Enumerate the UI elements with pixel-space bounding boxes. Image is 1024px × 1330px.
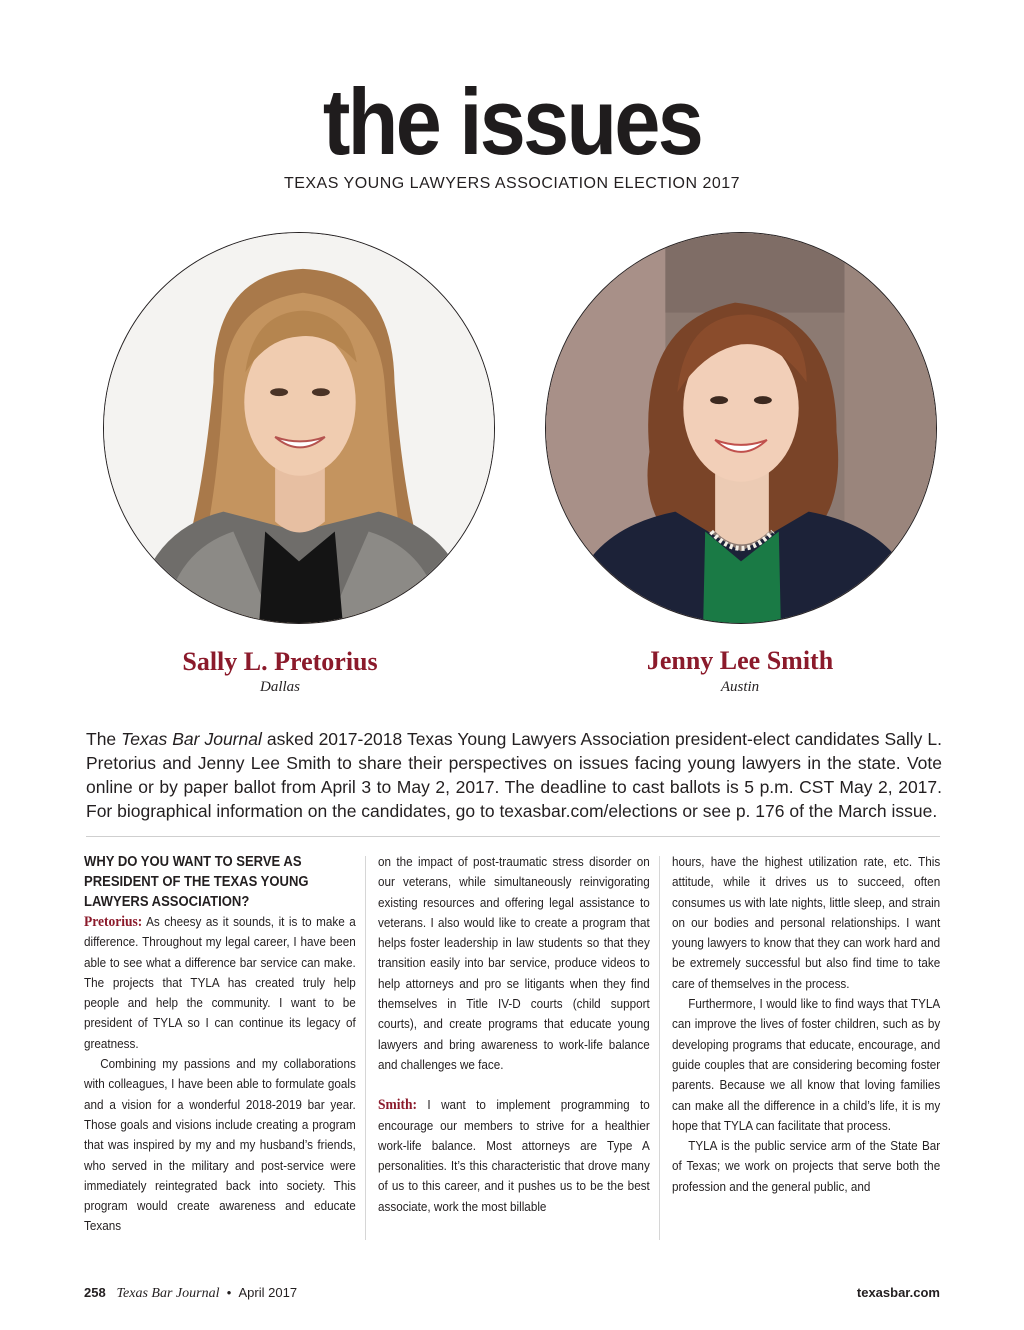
- column-divider: [365, 856, 366, 1240]
- column-divider: [659, 856, 660, 1240]
- article-column-3: [672, 852, 940, 1197]
- article-paragraph: Furthermore, I would like to find ways that TYLA can improve the lives of foster children, such as by developing programs that educate, encourage, and guide couples that are considering becoming foster parents. Because we all know that loving families can make all the difference in a child’s life, it is my hope that TYLA can facilitate that process.: [672, 996, 941, 1133]
- speaker-label-smith: Smith:: [378, 1097, 418, 1114]
- page-subtitle: TEXAS YOUNG LAWYERS ASSOCIATION ELECTION 2017: [283, 175, 741, 192]
- article-paragraph: Pretorius: As cheesy as it sounds, it is to make a difference. Throughout my legal career, I have been able to see what a difference bar service can make. The projects that TYLA has created truly help people and help the community. I want to be president of TYLA so I can continue its legacy of greatness.: [84, 914, 356, 1051]
- candidate-city-pretorius: Dallas: [259, 679, 300, 695]
- footer-folio: [84, 1285, 297, 1302]
- article-column-1: [84, 852, 356, 1237]
- candidate-name-smith: Jenny Lee Smith: [646, 646, 834, 675]
- intro-prefix: The: [86, 729, 122, 749]
- question-heading: WHY DO YOU WANT TO SERVE AS PRESIDENT OF THE TEXAS YOUNG LAWYERS ASSOCIATION?: [84, 854, 309, 910]
- page-title: the issues: [322, 69, 702, 174]
- intro-journal-name: Texas Bar Journal: [121, 729, 262, 749]
- intro-paragraph: [86, 727, 942, 823]
- page-number: 258: [84, 1285, 106, 1300]
- article-column-2: [378, 852, 650, 1217]
- intro-text: asked 2017-2018 Texas Young Lawyers Association president-elect candidates Sally L. Pretorius and Jenny Lee Smith to share their perspectives on issues facing young lawyers in the state. Vote online or by paper ballot from April 3 to May 2, 2017. The deadline to cast ballots is 5 p.m. CST May 2, 2017. For biographical information on the candidates, go to texasbar.com/elections or see p. 176 of the March issue.: [86, 729, 942, 821]
- article-paragraph: TYLA is the public service arm of the State Bar of Texas; we work on projects that serve both the profession and the general public, and: [672, 1138, 941, 1194]
- candidate-name-pretorius: Sally L. Pretorius: [182, 647, 378, 676]
- section-divider: [86, 836, 940, 837]
- portrait-photo-smith: [545, 232, 937, 624]
- portrait-photo-pretorius: [103, 232, 495, 624]
- candidate-city-smith: Austin: [720, 679, 760, 695]
- footer-journal: Texas Bar Journal: [116, 1286, 220, 1301]
- footer-date: April 2017: [238, 1285, 298, 1300]
- article-paragraph: hours, have the highest utilization rate, etc. This attitude, while it drives us to succeed, often consumes us with late nights, little sleep, and strain on our bodies and personal relationships. I want young lawyers to know that they can work hard and be extremely successful but also find time to take care of themselves in the process.: [672, 854, 941, 991]
- speaker-label-pretorius: Pretorius:: [84, 914, 143, 930]
- article-paragraph: Combining my passions and my collaborations with colleagues, I have been able to formulate goals and a vision for a wonderful 2018-2019 bar year. Those goals and visions include creating a program that was inspired by my and my husband’s friends, who served in the military and post-service were immediately reintegrated back into society. This program would create awareness and educate Texans: [84, 1056, 356, 1234]
- footer-website: texasbar.com: [856, 1285, 940, 1300]
- article-paragraph: on the impact of post-traumatic stress disorder on our veterans, while simultaneously reinvigorating existing resources and offering legal assistance to veterans. I also would like to create a program that helps foster leadership in law students so that they transition easily into bar service, produce videos to help attorneys and pro se litigants when they find themselves in Title IV-D courts (child support courts), and create programs that educate young lawyers and bring awareness to work-life balance and challenges we face.: [378, 854, 650, 1072]
- footer-bullet: •: [226, 1285, 232, 1300]
- article-paragraph: Smith: I want to implement programming to encourage our members to strive for a healthier work-life balance. Most attorneys are Type A personalities. It’s this characteristic that drove many of us to this career, and it pushes us to be the best associate, work the most billable: [378, 1097, 650, 1214]
